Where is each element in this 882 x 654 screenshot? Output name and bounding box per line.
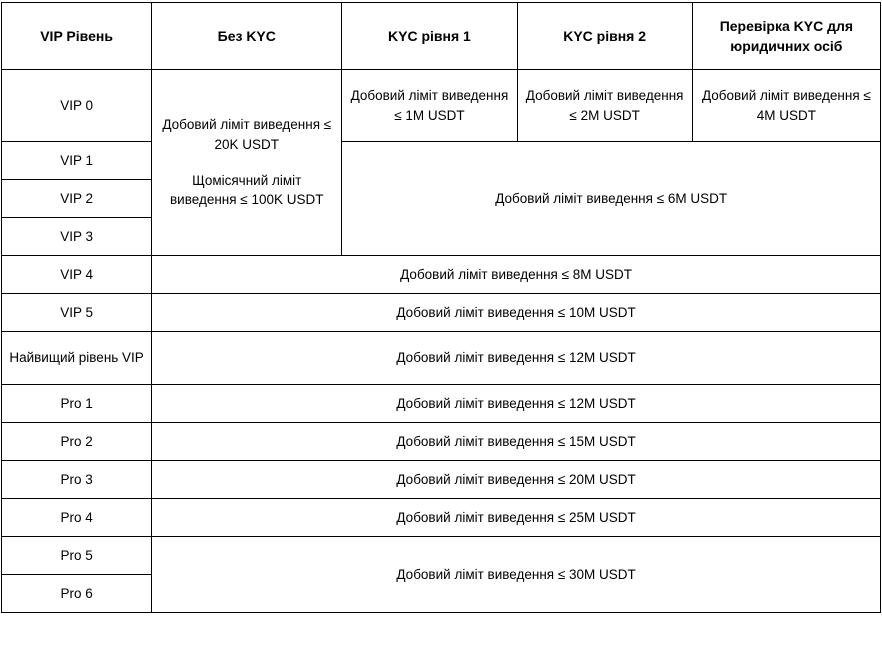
vip-level-label: VIP 2 [2,180,152,218]
column-header-vip-level: VIP Рівень [2,3,152,70]
vip4-limit: Добовий ліміт виведення ≤ 8M USDT [152,256,881,294]
vip0-corporate-limit: Добовий ліміт виведення ≤ 4M USDT [692,70,880,142]
table-row [2,461,881,499]
table-header-row [2,3,881,70]
pro3-limit: Добовий ліміт виведення ≤ 20M USDT [152,461,881,499]
vip-level-label: VIP 4 [2,256,152,294]
table-row [2,70,881,142]
table-row [2,142,881,180]
vip-level-label: Pro 6 [2,575,152,613]
vip-withdrawal-limits-table [1,2,881,613]
vip-level-label: Pro 1 [2,385,152,423]
pro4-limit: Добовий ліміт виведення ≤ 25M USDT [152,499,881,537]
vip-top-limit: Добовий ліміт виведення ≤ 12M USDT [152,332,881,385]
table-row [2,385,881,423]
vip0-kyc1-limit: Добовий ліміт виведення ≤ 1M USDT [342,70,517,142]
table-row [2,499,881,537]
column-header-corporate-kyc: Перевірка KYC для юридичних осіб [692,3,880,70]
pro2-limit: Добовий ліміт виведення ≤ 15M USDT [152,423,881,461]
pro1-limit: Добовий ліміт виведення ≤ 12M USDT [152,385,881,423]
vip-level-label: VIP 5 [2,294,152,332]
vip-level-label: Pro 5 [2,537,152,575]
vip-level-label: Pro 2 [2,423,152,461]
vip-level-label: VIP 0 [2,70,152,142]
no-kyc-monthly-limit: Щомісячний ліміт виведення ≤ 100K USDT [170,172,324,208]
column-header-kyc-level-1: KYC рівня 1 [342,3,517,70]
vip-level-label: Pro 3 [2,461,152,499]
spacer [158,155,335,171]
column-header-no-kyc: Без KYC [152,3,342,70]
vip-level-label: Pro 4 [2,499,152,537]
table-row [2,423,881,461]
table-row [2,537,881,575]
vip1-3-limit: Добовий ліміт виведення ≤ 6M USDT [342,142,881,256]
vip5-limit: Добовий ліміт виведення ≤ 10M USDT [152,294,881,332]
vip-level-label: VIP 3 [2,218,152,256]
table-row [2,256,881,294]
table-header [2,3,881,70]
no-kyc-daily-limit: Добовий ліміт виведення ≤ 20K USDT [162,117,332,152]
vip-level-label: VIP 1 [2,142,152,180]
table-row [2,294,881,332]
table-row [2,332,881,385]
column-header-kyc-level-2: KYC рівня 2 [517,3,692,70]
pro5-6-limit: Добовий ліміт виведення ≤ 30M USDT [152,537,881,613]
vip-level-label: Найвищий рівень VIP [2,332,152,385]
no-kyc-limits-cell [152,70,342,256]
vip0-kyc2-limit: Добовий ліміт виведення ≤ 2M USDT [517,70,692,142]
table-body [2,70,881,613]
